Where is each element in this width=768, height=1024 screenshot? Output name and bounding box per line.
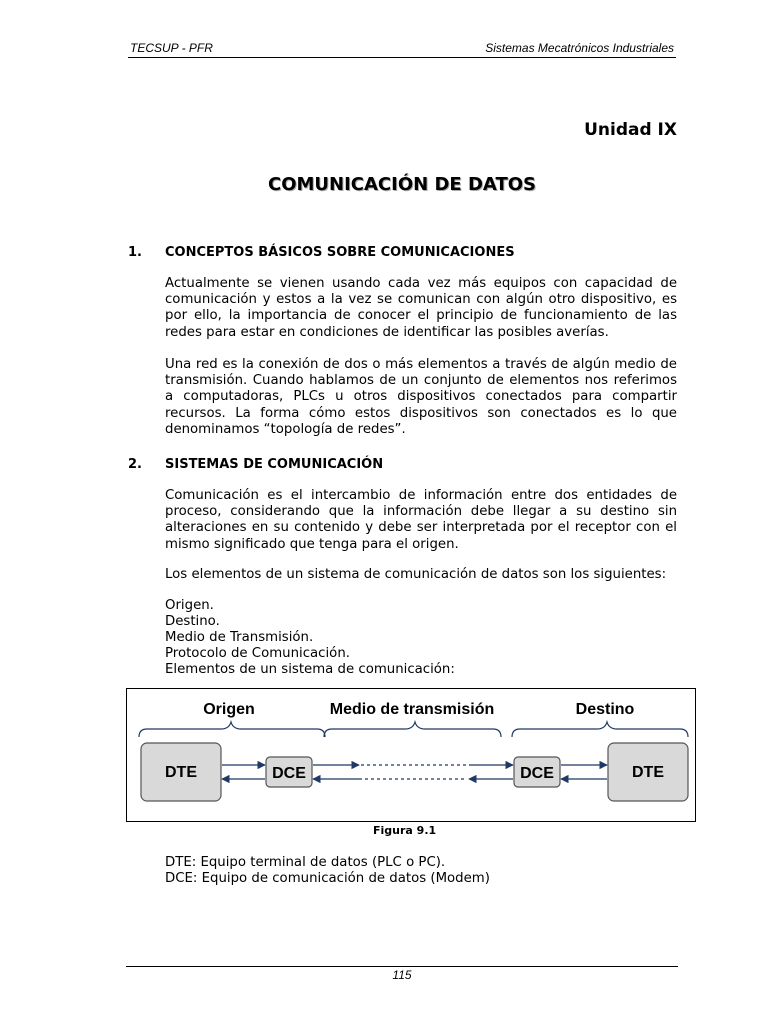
paragraph: Una red es la conexión de dos o más elementos a través de algún medio de transmisión. Cuando hablamos de un conjunto de elementos nos referimos a computadoras, PLCs u otros dispositivos conectados para compartir recursos. La forma cómo estos dispositivos son conectados es lo que denominamos “topología de redes”. [165, 357, 677, 437]
brace-destino [512, 722, 688, 737]
paragraph: Los elementos de un sistema de comunicación de datos son los siguientes: [165, 567, 667, 582]
list-item: Protocolo de Comunicación. [165, 646, 350, 661]
brace-medio [324, 722, 501, 737]
communication-diagram [126, 688, 696, 822]
definition-dte: DTE: Equipo terminal de datos (PLC o PC). [165, 855, 446, 870]
paragraph: Actualmente se vienen usando cada vez más equipos con capacidad de comunicación y estos a la vez se comunican con algún otro dispositivo, es por ello, la importancia de conocer el principio de funcionamiento de las redes para estar en condiciones de identificar las posibles averías. [165, 276, 677, 340]
list-item: Origen. [165, 598, 214, 613]
dce-left-label: DCE [272, 765, 306, 782]
dte-left-label: DTE [165, 764, 197, 781]
page-header [128, 40, 676, 58]
page-title: COMUNICACIÓN DE DATOS [267, 174, 536, 195]
paragraph: Comunicación es el intercambio de información entre dos entidades de proceso, considerando que la información debe llegar a su destino sin alteraciones en su contenido y debe ser interpretada por el receptor con el mismo significado que tenga para el origen. [165, 488, 677, 552]
figure-caption: Figura 9.1 [373, 824, 437, 837]
section-title: SISTEMAS DE COMUNICACIÓN [165, 457, 384, 472]
brace-origen [139, 722, 325, 737]
dte-right-label: DTE [632, 764, 664, 781]
unit-title: Unidad IX [584, 120, 677, 140]
section-number: 2. [128, 457, 142, 472]
list-item: Destino. [165, 614, 220, 629]
page-number: 115 [392, 968, 412, 982]
header-left: TECSUP - PFR [130, 41, 213, 55]
dce-right-label: DCE [520, 765, 554, 782]
header-right: Sistemas Mecatrónicos Industriales [485, 41, 674, 55]
definition-dce: DCE: Equipo de comunicación de datos (Modem) [165, 871, 490, 886]
section-title: CONCEPTOS BÁSICOS SOBRE COMUNICACIONES [165, 245, 515, 260]
label-medio: Medio de transmisión [329, 701, 495, 718]
list-item: Elementos de un sistema de comunicación: [165, 662, 455, 677]
page-footer [126, 966, 678, 982]
label-destino: Destino [575, 701, 635, 718]
label-origen: Origen [203, 701, 255, 718]
section-number: 1. [128, 245, 142, 260]
list-item: Medio de Transmisión. [165, 630, 314, 645]
